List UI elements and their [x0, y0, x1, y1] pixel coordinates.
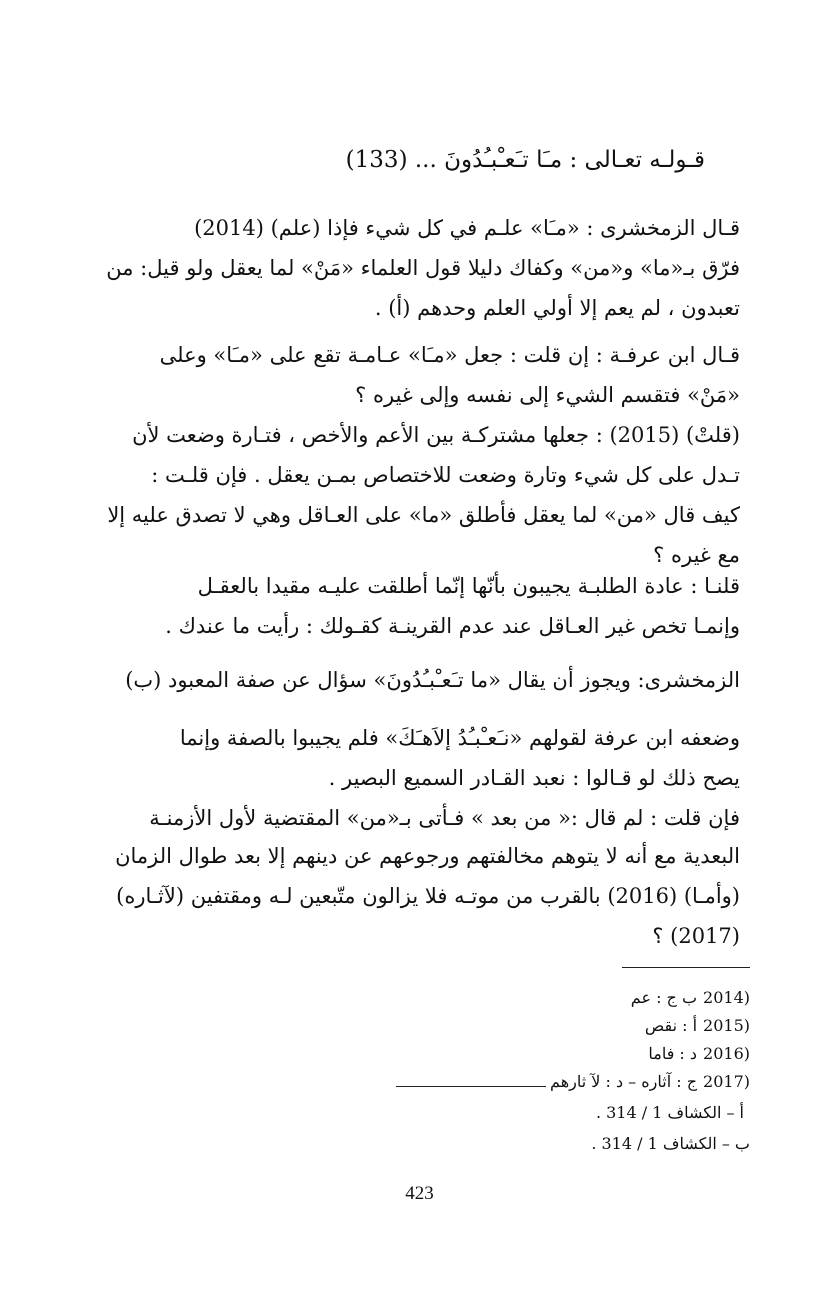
text-line: فإن قلت : لم قال :« من بعد » فـأتى بـ«من» المقتضية لأول الأزمنـة — [149, 806, 740, 830]
paragraph-zamakhshari-2 — [100, 660, 740, 700]
footnote-number: (2015 — [703, 1016, 750, 1035]
footnote-text: د : فاما — [648, 1044, 698, 1063]
footnote-text: ج : آثاره – د : لآ ثارهم — [550, 1072, 698, 1091]
text-line: (قلتْ) (2015) : جعلها مشتركـة بين الأعم والأخص ، فتـارة وضعت لأن — [132, 423, 740, 447]
footnote-text: أ : نقص — [644, 1016, 698, 1035]
text-line: وضعفه ابن عرفة لقولهم «نـَعـْبـُدُ إلاَهـَكَ» فلم يجيبوا بالصفة وإنما — [179, 726, 740, 750]
text-line: وإنمـا تخص غير العـاقل عند عدم القرينـة كقـولك : رأيت ما عندك . — [165, 614, 740, 638]
text-line: «مَنْ» فتقسم الشيء إلى نفسه وإلى غيره ؟ — [355, 383, 740, 407]
footnote-2014 — [100, 984, 750, 1012]
paragraph-ibn-arafa-1 — [100, 335, 740, 575]
section-heading: قـولـه تعـالى : مـَا تـَعـْبـُدُونَ ... (133) — [345, 147, 705, 173]
footnote-separator — [622, 967, 750, 968]
paragraph-zamakhshari-1 — [100, 208, 740, 328]
footnote-2016 — [100, 1040, 750, 1068]
footnote-text: ب ج : عم — [630, 988, 698, 1007]
text-line: الزمخشرى: ويجوز أن يقال «ما تـَعـْبـُدُونَ» سؤال عن صفة المعبود (ب) — [125, 668, 740, 692]
footnote-2017 — [100, 1068, 750, 1096]
text-line: فرّق بـ«ما» و«من» وكفاك دليلا قول العلماء «مَنْ» لما يعقل ولو قيل: من — [106, 256, 740, 280]
text-line: تـدل على كل شيء وتارة وضعت للاختصاص بمـن يعقل . فإن قلـت : — [151, 463, 740, 487]
text-line: كيف قال «من» لما يعقل فأطلق «ما» على العـاقل وهي لا تصدق عليه إلا — [107, 503, 740, 527]
text-line: قـال ابن عرفـة : إن قلت : جعل «مـَا» عـامـة تقع على «مـَا» وعلى — [159, 343, 740, 367]
text-line: قلنـا : عادة الطلبـة يجيبون بأنّها إنّما أطلقت عليـه مقيدا بالعقـل — [197, 574, 740, 598]
paragraph-baadiya — [100, 836, 740, 956]
text-line: قـال الزمخشرى : «مـَا» علـم في كل شيء فإذا (علم) (2014) — [194, 216, 740, 240]
paragraph-ibn-arafa-2 — [100, 718, 740, 838]
reference-a: أ – الكشاف 1 / 314 . — [595, 1103, 744, 1122]
text-line: (وأمـا) (2016) بالقرب من موتـه فلا يزالون متّبعين لـه ومقتفين (لآثـاره) — [116, 884, 740, 908]
text-line: يصح ذلك لو قـالوا : نعبد القـادر السميع البصير . — [328, 766, 740, 790]
text-line: مع غيره ؟ — [653, 543, 740, 567]
text-line: البعدية مع أنه لا يتوهم مخالفتهم ورجوعهم عن دينهم إلا بعد طوال الزمان — [115, 844, 740, 868]
footnote-2015 — [100, 1012, 750, 1040]
paragraph-qulna — [100, 566, 740, 646]
underline-rule — [396, 1072, 546, 1087]
text-line: تعبدون ، لم يعم إلا أولي العلم وحدهم (أ) . — [374, 296, 740, 320]
footnote-number: (2016 — [703, 1044, 750, 1063]
footnote-number: (2017 — [703, 1072, 750, 1091]
text-line: (2017) ؟ — [652, 924, 740, 948]
footnote-number: (2014 — [703, 988, 750, 1007]
reference-b: ب – الكشاف 1 / 314 . — [591, 1134, 750, 1153]
page-number: 423 — [405, 1183, 434, 1204]
